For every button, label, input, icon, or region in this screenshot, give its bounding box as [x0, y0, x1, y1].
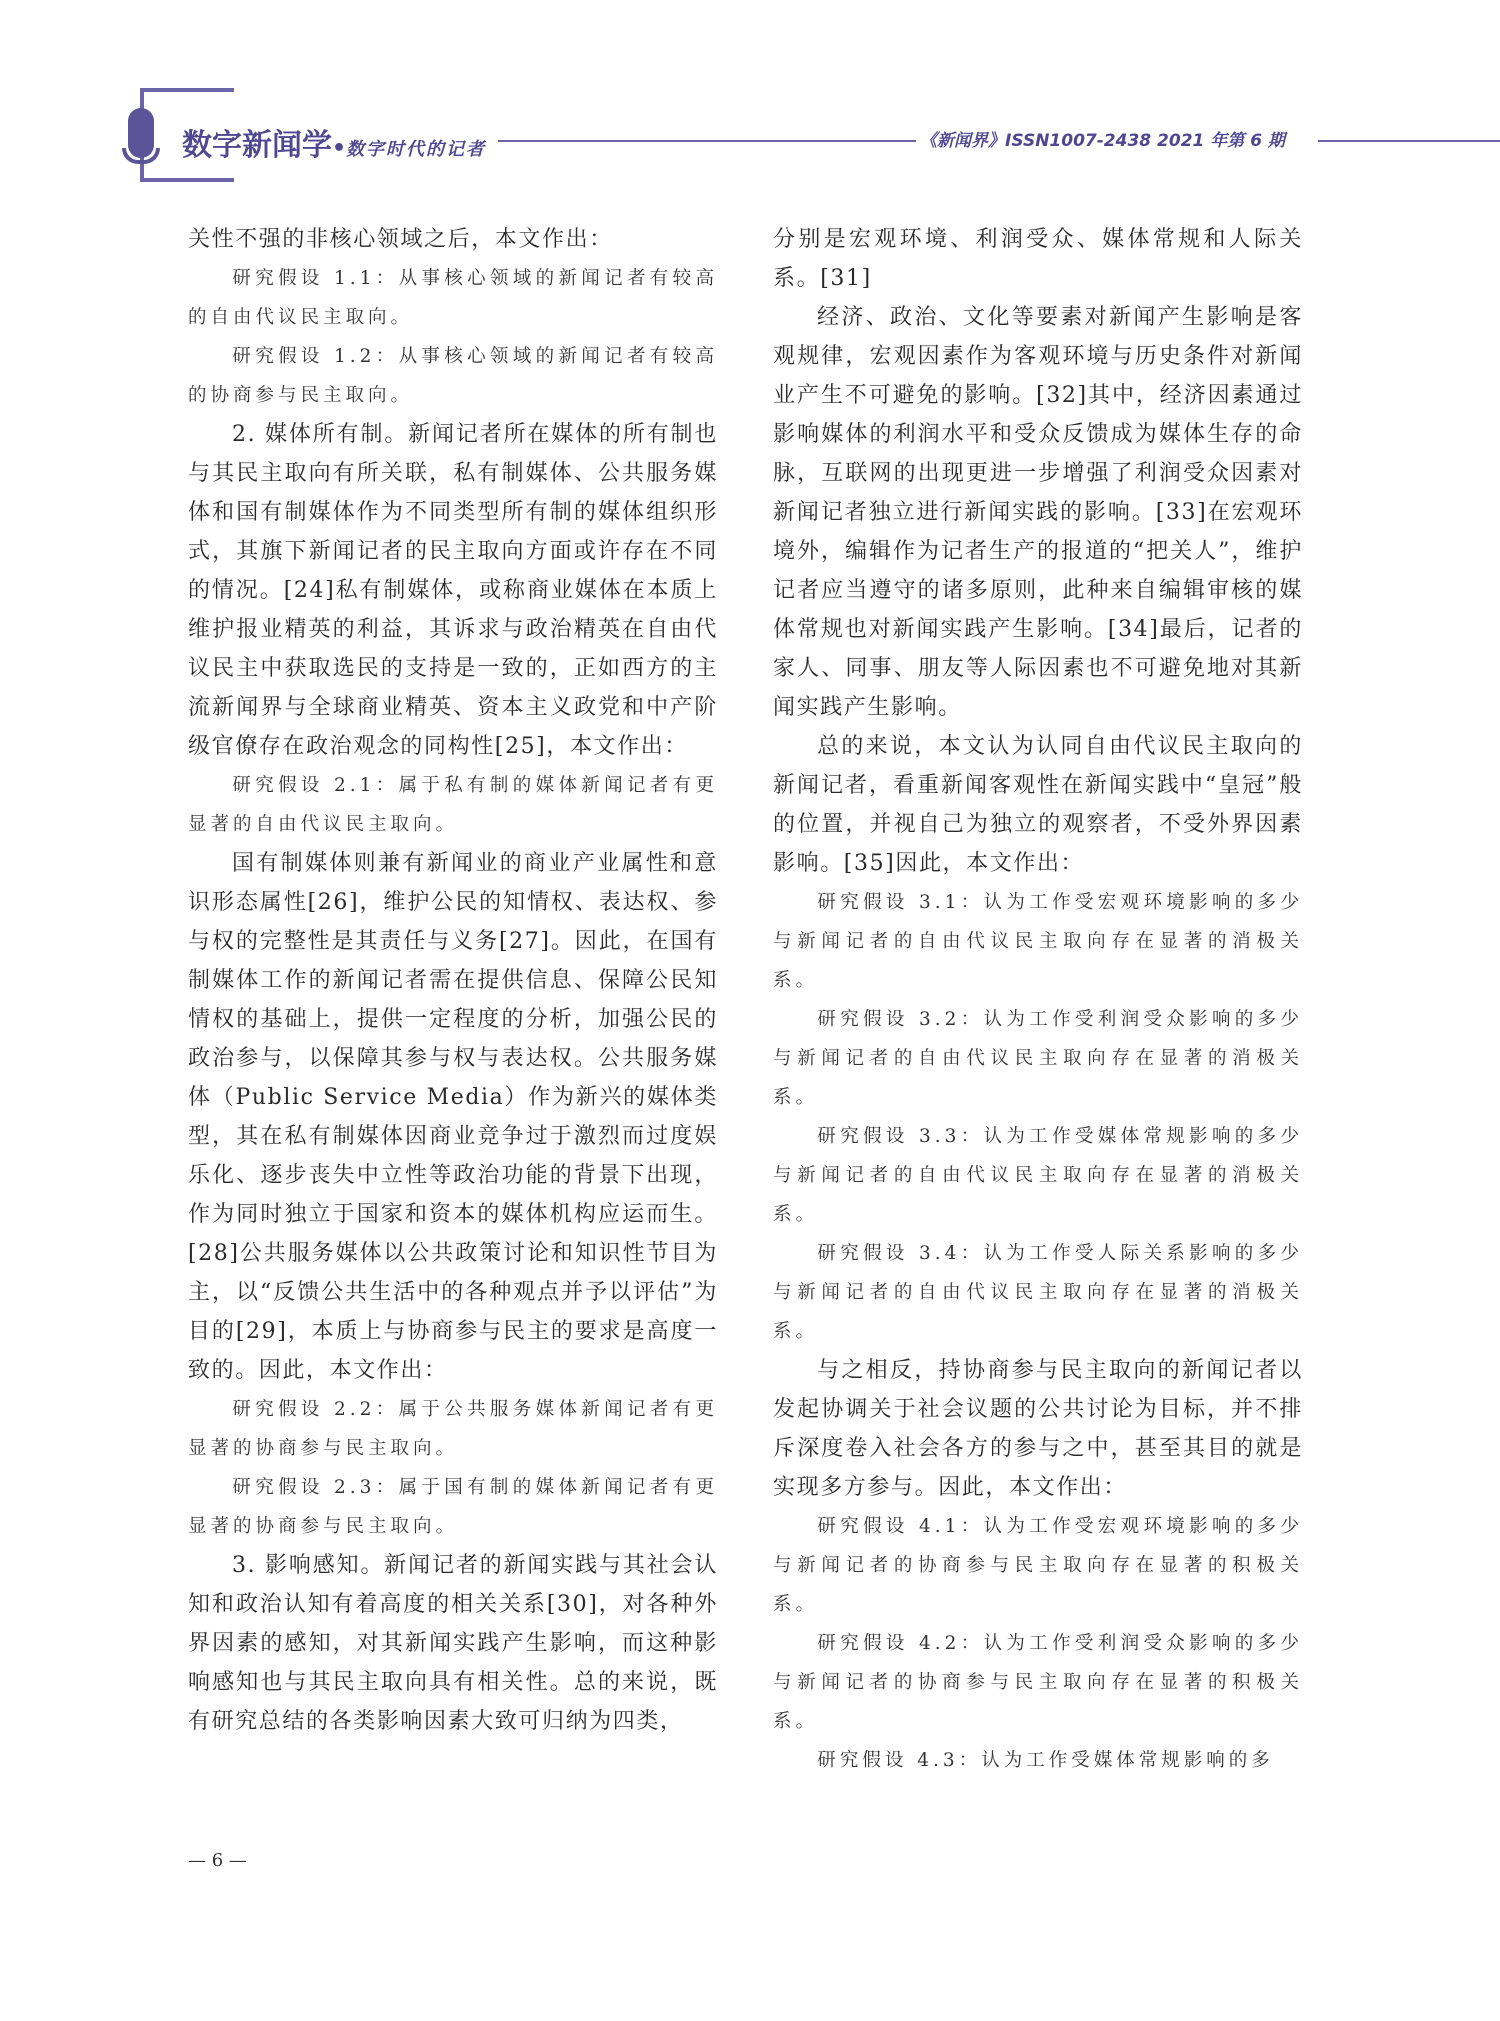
body-paragraph: 总的来说，本文认为认同自由代议民主取向的新闻记者，看重新闻客观性在新闻实践中“皇冠”般的位置，并视自己为独立的观察者，不受外界因素影响。[35]因此，本文作出：	[773, 734, 1303, 876]
brand-title: 数字新闻学	[182, 128, 332, 163]
right-text-column	[773, 220, 1303, 1780]
hypothesis-paragraph: 研究假设 3.1：认为工作受宏观环境影响的多少与新闻记者的自由代议民主取向存在显著的消极关系。	[773, 892, 1303, 991]
column-brand	[182, 120, 487, 163]
body-paragraph: 3. 影响感知。新闻记者的新闻实践与其社会认知和政治认知有着高度的相关关系[30]，对各种外界因素的感知，对其新闻实践产生影响，而这种影响感知也与其民主取向具有相关性。总的来说，既有研究总结的各类影响因素大致可归纳为四类，	[188, 1553, 718, 1734]
hypothesis-paragraph: 研究假设 3.4：认为工作受人际关系影响的多少与新闻记者的自由代议民主取向存在显著的消极关系。	[773, 1243, 1303, 1342]
body-paragraph: 国有制媒体则兼有新闻业的商业产业属性和意识形态属性[26]，维护公民的知情权、表达权、参与权的完整性是其责任与义务[27]。因此，在国有制媒体工作的新闻记者需在提供信息、保障公民知情权的基础上，提供一定程度的分析，加强公民的政治参与，以保障其参与权与表达权。公共服务媒体（Public Service Media）作为新兴的媒体类型，其在私有制媒体因商业竞争过于激烈而过度娱乐化、逐步丧失中立性等政治功能的背景下出现，作为同时独立于国家和资本的媒体机构应运而生。[28]公共服务媒体以公共政策讨论和知识性节目为主，以“反馈公共生活中的各种观点并予以评估”为目的[29]，本质上与协商参与民主的要求是高度一致的。因此，本文作出：	[188, 851, 718, 1383]
hypothesis-paragraph: 研究假设 3.3：认为工作受媒体常规影响的多少与新闻记者的自由代议民主取向存在显著的消极关系。	[773, 1126, 1303, 1225]
hypothesis-paragraph: 研究假设 3.2：认为工作受利润受众影响的多少与新闻记者的自由代议民主取向存在显著的消极关系。	[773, 1009, 1303, 1108]
header-rule-left	[498, 140, 916, 142]
hypothesis-paragraph: 研究假设 4.3：认为工作受媒体常规影响的多	[817, 1750, 1274, 1771]
body-paragraph: 2. 媒体所有制。新闻记者所在媒体的所有制也与其民主取向有所关联，私有制媒体、公共服务媒体和国有制媒体作为不同类型所有制的媒体组织形式，其旗下新闻记者的民主取向方面或许存在不同的情况。[24]私有制媒体，或称商业媒体在本质上维护报业精英的利益，其诉求与政治精英在自由代议民主中获取选民的支持是一致的，正如西方的主流新闻界与全球商业精英、资本主义政党和中产阶级官僚存在政治观念的同构性[25]，本文作出：	[188, 422, 718, 759]
hypothesis-paragraph: 研究假设 2.1：属于私有制的媒体新闻记者有更显著的自由代议民主取向。	[188, 775, 718, 835]
body-paragraph: 分别是宏观环境、利润受众、媒体常规和人际关系。[31]	[773, 227, 1303, 291]
hypothesis-paragraph: 研究假设 4.2：认为工作受利润受众影响的多少与新闻记者的协商参与民主取向存在显著的积极关系。	[773, 1633, 1303, 1732]
left-text-column	[188, 220, 718, 1741]
page-header	[0, 0, 1500, 200]
brand-separator: •	[332, 136, 347, 161]
hypothesis-paragraph: 研究假设 2.2：属于公共服务媒体新闻记者有更显著的协商参与民主取向。	[188, 1399, 718, 1459]
body-paragraph: 关性不强的非核心领域之后，本文作出：	[188, 227, 613, 252]
hypothesis-paragraph: 研究假设 2.3：属于国有制的媒体新闻记者有更显著的协商参与民主取向。	[188, 1477, 718, 1537]
header-rule-right	[1318, 140, 1500, 142]
hypothesis-paragraph: 研究假设 1.1：从事核心领域的新闻记者有较高的自由代议民主取向。	[188, 268, 718, 328]
hypothesis-paragraph: 研究假设 4.1：认为工作受宏观环境影响的多少与新闻记者的协商参与民主取向存在显著的积极关系。	[773, 1516, 1303, 1615]
hypothesis-paragraph: 研究假设 1.2：从事核心领域的新闻记者有较高的协商参与民主取向。	[188, 346, 718, 406]
brand-subtitle: 数字时代的记者	[346, 139, 487, 160]
body-paragraph: 与之相反，持协商参与民主取向的新闻记者以发起协调关于社会议题的公共讨论为目标，并不排斥深度卷入社会各方的参与之中，甚至其目的就是实现多方参与。因此，本文作出：	[773, 1358, 1303, 1500]
body-paragraph: 经济、政治、文化等要素对新闻产生影响是客观规律，宏观因素作为客观环境与历史条件对新闻业产生不可避免的影响。[32]其中，经济因素通过影响媒体的利润水平和受众反馈成为媒体生存的命脉，互联网的出现更进一步增强了利润受众因素对新闻记者独立进行新闻实践的影响。[33]在宏观环境外，编辑作为记者生产的报道的“把关人”，维护记者应当遵守的诸多原则，此种来自编辑审核的媒体常规也对新闻实践产生影响。[34]最后，记者的家人、同事、朋友等人际因素也不可避免地对其新闻实践产生影响。	[773, 305, 1303, 720]
page-number: — 6 —	[188, 1850, 247, 1871]
journal-info: 《新闻界》ISSN1007-2438 2021 年第 6 期	[920, 131, 1285, 151]
